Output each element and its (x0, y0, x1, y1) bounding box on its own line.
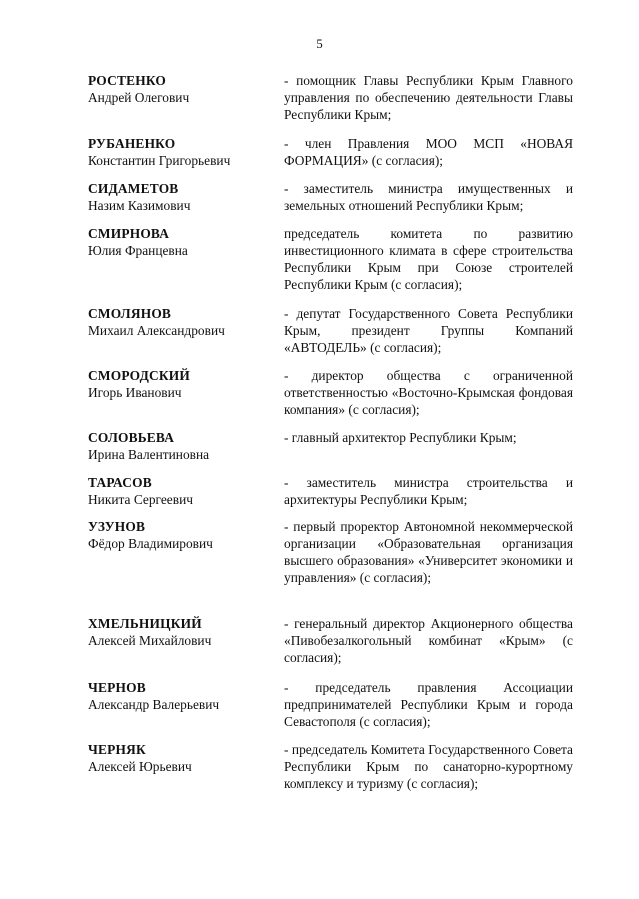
position-text: - главный архитектор Республики Крым; (284, 430, 517, 445)
surname: РОСТЕНКО (88, 73, 167, 88)
position-text: - председатель Комитета Государственного Совета Республики Крым по санаторно-курортному комплексу и туризму (с согласия); (284, 742, 573, 791)
person (88, 474, 283, 508)
surname: СОЛОВЬЕВА (88, 430, 175, 445)
given-name: Назим Казимович (88, 198, 191, 213)
surname: СМОРОДСКИЙ (88, 368, 190, 383)
surname: ЧЕРНОВ (88, 680, 146, 695)
person (88, 180, 283, 214)
position-text: - заместитель министра имущественных и земельных отношений Республики Крым; (284, 181, 573, 213)
given-name: Александр Валерьевич (88, 697, 220, 712)
surname: СМОЛЯНОВ (88, 306, 172, 321)
surname: ТАРАСОВ (88, 475, 152, 490)
position-text: - председатель правления Ассоциации предпринимателей Республики Крым и города Севастополя (с согласия); (284, 680, 573, 729)
surname: ХМЕЛЬНИЦКИЙ (88, 616, 202, 631)
given-name: Алексей Юрьевич (88, 759, 192, 774)
person (88, 135, 283, 169)
position-text: - член Правления МОО МСП «НОВАЯ ФОРМАЦИЯ» (с согласия); (284, 136, 573, 168)
given-name: Алексей Михайлович (88, 633, 212, 648)
person (88, 615, 283, 649)
surname: СМИРНОВА (88, 226, 170, 241)
page-number: 5 (316, 36, 323, 51)
surname: РУБАНЕНКО (88, 136, 176, 151)
position-text: - помощник Главы Республики Крым Главного управления по обеспечению деятельности Главы Республики Крым; (284, 73, 573, 122)
position-text: - директор общества с ограниченной ответственностью «Восточно-Крымская фондовая компания» (с согласия); (284, 368, 573, 417)
position-text: - заместитель министра строительства и архитектуры Республики Крым; (284, 475, 573, 507)
position-text: председатель комитета по развитию инвестиционного климата в сфере строительства Республики Крым при Союзе строителей Республики Крым (с согласия); (284, 226, 573, 292)
surname: СИДАМЕТОВ (88, 181, 179, 196)
given-name: Ирина Валентиновна (88, 447, 210, 462)
person (88, 679, 283, 713)
position-text: - депутат Государственного Совета Республики Крым, президент Группы Компаний «АВТОДЕЛЬ» (с согласия); (284, 306, 573, 355)
given-name: Михаил Александрович (88, 323, 225, 338)
given-name: Андрей Олегович (88, 90, 190, 105)
given-name: Никита Сергеевич (88, 492, 193, 507)
position-text: - генеральный директор Акционерного общества «Пивобезалкогольный комбинат «Крым» (с согласия); (284, 616, 573, 665)
given-name: Игорь Иванович (88, 385, 182, 400)
person (88, 305, 283, 339)
given-name: Фёдор Владимирович (88, 536, 213, 551)
given-name: Константин Григорьевич (88, 153, 231, 168)
position-text: - первый проректор Автономной некоммерческой организации «Образовательная организация высшего образования» «Университет экономики и управления» (с согласия); (284, 519, 573, 585)
person (88, 367, 283, 401)
person (88, 741, 283, 775)
surname: УЗУНОВ (88, 519, 146, 534)
person (88, 225, 283, 259)
given-name: Юлия Францевна (88, 243, 188, 258)
person (88, 429, 283, 463)
person (88, 518, 283, 552)
person (88, 72, 283, 106)
surname: ЧЕРНЯК (88, 742, 146, 757)
